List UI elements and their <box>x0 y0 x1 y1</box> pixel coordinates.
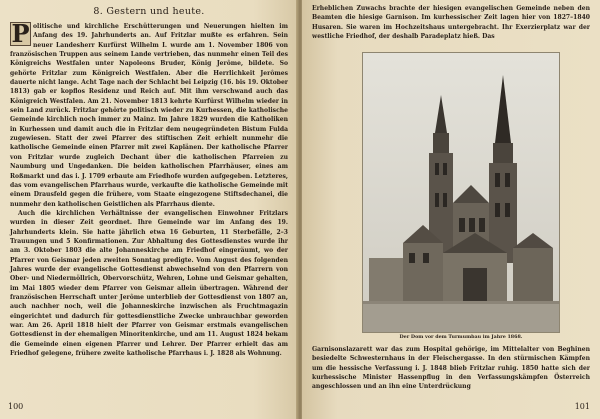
page-number-right: 101 <box>574 402 590 411</box>
left-page-body <box>10 19 288 358</box>
chapter-title: 8. Gestern und heute. <box>93 6 205 17</box>
paragraph-1 <box>10 19 288 209</box>
drop-cap-initial: P <box>11 19 30 48</box>
right-page-bottom-text: Garnisonslazarett war das zum Hospital gehörige, im Mittelalter von Beghinen besiedelte Schwesternhaus in der Fleischergasse. In den stürmischen Kämpfen um die hessische Verfassung i. J. 1848 blieb Fritzlar ruhig. 1850 hatte sich der kurhessische Minister Hassenpflug in den Verfassungskämpfen Österreich angeschlossen und an ihn eine Unterdrückung <box>312 346 590 391</box>
page-number-left: 100 <box>8 402 24 411</box>
left-page <box>0 0 298 419</box>
paragraph-2: Auch die kirchlichen Verhältnisse der evangelischen Einwohner Fritzlars wurden in dieser Zeit geordnet. Ihre Gemeinde war im Anfang des 19. Jahrhunderts klein. Sie hatte jährlich etwa 16 Geburten, 11 Sterbefälle, 2–3 Trauungen und 5 Konfirmationen. Zur Abhaltung des Gottesdienstes wurde ihr am 3. Oktober 1803 die alte Johanneskirche am Friedhof eingeräumt, wo der Pfarrer von Geismar jeden zweiten Sonntag predigte. Vom August des folgenden Jahres wurde der evangelische Gottesdienst abwechselnd von den Pfarrern von Ober- und Niedermöllrich, Obervorschütz, Wehren, Lohne und Geismar gehalten, im Mai 1805 wieder dem Pfarrer von Geismar allein übertragen. Während der französischen Herrschaft unter Jerôme unterblieb der Gottesdienst von 1807 an, auch nachher noch, weil die Johanneskirche inzwischen als Fruchtmagazin eingerichtet und dadurch für gottesdienstliche Zwecke unbrauchbar geworden war. Am 26. April 1818 hielt der Pfarrer von Geismar erstmals evangelischen Gottesdienst in der ehemaligen Minoritenkirche, und am 11. August 1824 bekam die Gemeinde einen eigenen Pfarrer und Lehrer. Der Pfarrer erhielt das am Friedhof gelegene, frühere zweite katholische Pfarrhaus i. J. 1828 als Wohnung. <box>10 209 288 358</box>
photo-caption: Der Dom vor dem Turmumbau im Jahre 1868. <box>399 334 523 340</box>
cathedral-illustration <box>363 53 559 332</box>
paragraph-1-text: olitische und kirchliche Erschütterungen und Neuerungen hielten im Anfang des 19. Jahrhunderts an. Auf Fritzlar mußte es erfahren. Sein neuer Landesherr Kurfürst Wilhelm I. wurde am 1. November 1806 von französischen Truppen aus seinem Lande vertrieben, das nunmehr einen Teil des Königreichs Westfalen unter Napoleons Bruder, König Jerôme, bildete. So gehörte Fritzlar zum Königreich Westfalen. Aber die Herrlichkeit Jerômes dauerte nicht lange. Acht Tage nach der Schlacht bei Leipzig (16. bis 19. Oktober 1813) gab er kopflos Residenz und Reich auf. Mit ihm verschwand auch das Königreich Westfalen. Am 21. November 1813 kehrte Kurfürst Wilhelm wieder in sein Land zurück. Fritzlar gehörte politisch wieder zu Kurhessen, die katholische Gemeinde kirchlich noch immer zu Mainz. Im Jahre 1829 wurden die Katholiken in Kurhessen und damit auch die in Fritzlar dem neugegründeten Bistum Fulda zugewiesen. Statt der zwei Pfarrer des stiftischen Zeit erhielt nunmehr die katholische Gemeinde einen Pfarrer mit zwei Kaplänen. Der katholische Pfarrer von Fritzlar wurde zugleich Dechant über die katholischen Pfarreien zu Naumburg und Ungedanken. Die beiden katholischen Pfarrhäuser, eines am Roßmarkt und das i. J. 1709 erbaute am Friedhofe wurden aufgegeben. Letzteres, das vom evangelischen Pfarrhaus wurde, verkaufte die katholische Gemeinde mit einem Drausfeld gegen die frühere, vom Staate eingezogene Stiftsdechanei, die nunmehr den katholischen Geistlichen als Pfarrhaus diente. <box>10 23 288 208</box>
cathedral-photo <box>362 52 560 333</box>
right-page <box>302 0 600 419</box>
right-page-top-text: Erheblichen Zuwachs brachte der hiesigen evangelischen Gemeinde neben den Beamten die hiesige Garnison. Im kurhessischer Zeit lagen hier von 1827–1840 Husaren. Sie waren im Hochzeitshaus untergebracht. Ihr Exerzierplatz war der westliche Friedhof, der deshalb Paradeplatz hieß. Das <box>312 5 590 41</box>
